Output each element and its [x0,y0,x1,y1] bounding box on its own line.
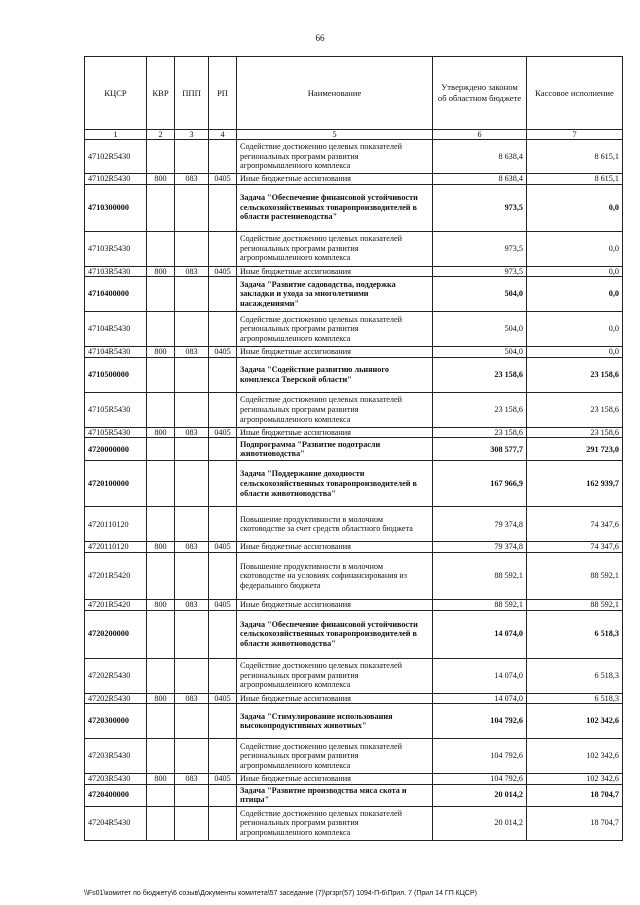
cell-executed: 0,0 [527,266,623,277]
cell-ppp: 083 [175,693,209,704]
cell-name: Задача "Развитие производства мяса скота и птицы" [237,784,433,806]
table-row [85,693,623,704]
cell-ppp: 083 [175,347,209,358]
cell-name: Содействие достижению целевых показателей региональных программ развития агропромышленного комплекса [237,140,433,174]
header-rp: РП [209,57,237,130]
header-approved: Утверждено законом об областном бюджете [433,57,527,130]
cell-ppp: 083 [175,542,209,553]
cell-kcsr: 47202R5430 [85,658,147,693]
cell-rp [209,231,237,266]
table-row [85,658,623,693]
cell-approved: 973,5 [433,266,527,277]
cell-kcsr: 47203R5430 [85,774,147,785]
cell-ppp [175,806,209,840]
cell-ppp [175,184,209,231]
cell-name: Задача "Содействие развитию льняного комплекса Тверской области" [237,357,433,392]
table-row [85,184,623,231]
cell-ppp [175,552,209,599]
table-row [85,784,623,806]
table-row [85,806,623,840]
cell-approved: 88 592,1 [433,599,527,610]
cell-name: Иные бюджетные ассигнования [237,266,433,277]
table-row [85,552,623,599]
cell-kcsr: 47201R5420 [85,599,147,610]
cell-kvr [147,704,175,739]
cell-kcsr: 4720400000 [85,784,147,806]
cell-kcsr: 47103R5430 [85,231,147,266]
header-kvr: КВР [147,57,175,130]
cell-kvr: 800 [147,427,175,438]
cell-approved: 20 014,2 [433,806,527,840]
cell-kcsr: 47204R5430 [85,806,147,840]
cell-approved: 14 074,0 [433,658,527,693]
cell-rp [209,658,237,693]
cell-approved: 8 638,4 [433,140,527,174]
cell-name: Содействие достижению целевых показателей региональных программ развития агропромышленного комплекса [237,658,433,693]
header-kcsr: КЦСР [85,57,147,130]
column-index: 3 [175,130,209,140]
cell-kvr: 800 [147,774,175,785]
cell-executed: 23 158,6 [527,392,623,427]
cell-kcsr: 47203R5430 [85,739,147,774]
cell-name: Повышение продуктивности в молочном скотоводстве за счет средств областного бюджета [237,507,433,542]
cell-kvr [147,784,175,806]
cell-approved: 79 374,8 [433,542,527,553]
cell-rp [209,277,237,312]
cell-executed: 0,0 [527,312,623,347]
cell-ppp [175,357,209,392]
cell-kvr [147,357,175,392]
table-row [85,610,623,658]
cell-rp: 0405 [209,599,237,610]
cell-approved: 104 792,6 [433,739,527,774]
cell-kcsr: 4710300000 [85,184,147,231]
table-row [85,774,623,785]
cell-executed: 6 518,3 [527,658,623,693]
cell-approved: 504,0 [433,312,527,347]
cell-kvr [147,806,175,840]
cell-rp [209,438,237,461]
cell-kvr: 800 [147,174,175,185]
cell-kvr [147,184,175,231]
header-row [85,57,623,130]
table-row [85,507,623,542]
cell-name: Иные бюджетные ассигнования [237,693,433,704]
header-ppp: ППП [175,57,209,130]
cell-kvr [147,552,175,599]
cell-name: Подпрограмма "Развитие подотрасли животноводства" [237,438,433,461]
cell-executed: 291 723,0 [527,438,623,461]
cell-approved: 88 592,1 [433,552,527,599]
column-index: 6 [433,130,527,140]
cell-rp [209,461,237,507]
cell-name: Содействие достижению целевых показателей региональных программ развития агропромышленного комплекса [237,392,433,427]
cell-executed: 18 704,7 [527,784,623,806]
cell-executed: 0,0 [527,277,623,312]
cell-name: Иные бюджетные ассигнования [237,542,433,553]
budget-table [84,56,623,841]
column-index: 7 [527,130,623,140]
table-row [85,438,623,461]
header-name: Наименование [237,57,433,130]
cell-kvr: 800 [147,266,175,277]
cell-kcsr: 47201R5420 [85,552,147,599]
column-index: 2 [147,130,175,140]
cell-kcsr: 4720000000 [85,438,147,461]
cell-kvr [147,312,175,347]
cell-ppp [175,392,209,427]
cell-executed: 23 158,6 [527,427,623,438]
cell-name: Задача "Обеспечение финансовой устойчивости сельскохозяйственных товаропроизводителей в области растениеводства" [237,184,433,231]
table-row [85,461,623,507]
cell-name: Иные бюджетные ассигнования [237,427,433,438]
cell-executed: 0,0 [527,347,623,358]
cell-ppp [175,140,209,174]
cell-ppp: 083 [175,174,209,185]
table-row [85,174,623,185]
cell-ppp [175,312,209,347]
cell-approved: 23 158,6 [433,392,527,427]
cell-kcsr: 4720300000 [85,704,147,739]
cell-kcsr: 47105R5430 [85,427,147,438]
cell-ppp [175,277,209,312]
cell-kvr: 800 [147,347,175,358]
cell-approved: 14 074,0 [433,610,527,658]
cell-ppp: 083 [175,599,209,610]
table-row [85,704,623,739]
cell-kvr [147,739,175,774]
cell-kcsr: 4720100000 [85,461,147,507]
cell-executed: 162 939,7 [527,461,623,507]
cell-ppp [175,704,209,739]
cell-name: Повышение продуктивности в молочном скотоводстве на условиях софинансирования из федерального бюджета [237,552,433,599]
cell-ppp [175,658,209,693]
cell-executed: 8 615,1 [527,140,623,174]
cell-name: Иные бюджетные ассигнования [237,599,433,610]
cell-rp [209,784,237,806]
cell-executed: 88 592,1 [527,552,623,599]
cell-name: Содействие достижению целевых показателей региональных программ развития агропромышленного комплекса [237,231,433,266]
cell-executed: 23 158,6 [527,357,623,392]
cell-kcsr: 4720110120 [85,507,147,542]
cell-name: Задача "Стимулирование использования высокопродуктивных животных" [237,704,433,739]
cell-executed: 6 518,3 [527,693,623,704]
cell-kvr [147,658,175,693]
cell-approved: 14 074,0 [433,693,527,704]
cell-ppp [175,610,209,658]
cell-kvr [147,461,175,507]
cell-kvr [147,140,175,174]
cell-approved: 79 374,8 [433,507,527,542]
table-row [85,542,623,553]
cell-kcsr: 47103R5430 [85,266,147,277]
cell-kcsr: 47104R5430 [85,347,147,358]
cell-rp: 0405 [209,542,237,553]
cell-kvr [147,438,175,461]
cell-executed: 6 518,3 [527,610,623,658]
file-path-footer: \\Fs01\комитет по бюджету\6 созыв\Документы комитета\57 заседание (7)\ргзрг(57) 1094-П-6\Прил. 7 (Прил 14 ГП КЦСР) [84,890,477,897]
cell-ppp [175,784,209,806]
cell-kvr [147,277,175,312]
cell-executed: 88 592,1 [527,599,623,610]
cell-kvr: 800 [147,693,175,704]
cell-rp [209,357,237,392]
table-row [85,266,623,277]
cell-approved: 308 577,7 [433,438,527,461]
column-index: 5 [237,130,433,140]
cell-rp: 0405 [209,427,237,438]
cell-executed: 74 347,6 [527,542,623,553]
cell-kvr [147,231,175,266]
cell-rp: 0405 [209,174,237,185]
cell-approved: 23 158,6 [433,427,527,438]
cell-kvr: 800 [147,542,175,553]
cell-approved: 504,0 [433,347,527,358]
cell-executed: 102 342,6 [527,739,623,774]
cell-name: Содействие достижению целевых показателей региональных программ развития агропромышленного комплекса [237,806,433,840]
cell-approved: 973,5 [433,184,527,231]
cell-ppp: 083 [175,427,209,438]
cell-ppp [175,461,209,507]
cell-kcsr: 4720110120 [85,542,147,553]
table-row [85,357,623,392]
cell-name: Задача "Развитие садоводства, поддержка закладки и ухода за многолетними насаждениями" [237,277,433,312]
cell-ppp [175,231,209,266]
cell-rp: 0405 [209,266,237,277]
table-row [85,312,623,347]
cell-executed: 18 704,7 [527,806,623,840]
cell-executed: 0,0 [527,184,623,231]
cell-approved: 20 014,2 [433,784,527,806]
cell-name: Иные бюджетные ассигнования [237,347,433,358]
cell-executed: 8 615,1 [527,174,623,185]
cell-rp [209,392,237,427]
cell-kcsr: 4710400000 [85,277,147,312]
cell-approved: 23 158,6 [433,357,527,392]
column-index: 1 [85,130,147,140]
column-index-row [85,130,623,140]
cell-ppp: 083 [175,266,209,277]
cell-rp [209,806,237,840]
cell-kcsr: 47104R5430 [85,312,147,347]
cell-ppp: 083 [175,774,209,785]
table-row [85,140,623,174]
cell-approved: 104 792,6 [433,774,527,785]
cell-kcsr: 47105R5430 [85,392,147,427]
cell-kcsr: 4710500000 [85,357,147,392]
cell-ppp [175,739,209,774]
cell-approved: 973,5 [433,231,527,266]
cell-approved: 504,0 [433,277,527,312]
cell-executed: 102 342,6 [527,774,623,785]
cell-approved: 104 792,6 [433,704,527,739]
cell-ppp [175,438,209,461]
table-row [85,347,623,358]
cell-rp: 0405 [209,347,237,358]
cell-kcsr: 47102R5430 [85,174,147,185]
table-row [85,392,623,427]
cell-kvr [147,392,175,427]
header-executed: Кассовое исполнение [527,57,623,130]
table-row [85,231,623,266]
cell-approved: 8 638,4 [433,174,527,185]
cell-name: Иные бюджетные ассигнования [237,774,433,785]
cell-kcsr: 4720200000 [85,610,147,658]
cell-rp [209,312,237,347]
cell-executed: 102 342,6 [527,704,623,739]
cell-name: Содействие достижению целевых показателей региональных программ развития агропромышленного комплекса [237,312,433,347]
cell-approved: 167 966,9 [433,461,527,507]
cell-kcsr: 47102R5430 [85,140,147,174]
cell-kcsr: 47202R5430 [85,693,147,704]
cell-rp [209,507,237,542]
cell-executed: 0,0 [527,231,623,266]
cell-rp [209,704,237,739]
cell-name: Содействие достижению целевых показателей региональных программ развития агропромышленного комплекса [237,739,433,774]
cell-rp [209,140,237,174]
cell-name: Задача "Поддержание доходности сельскохозяйственных товаропроизводителей в области животноводства" [237,461,433,507]
cell-executed: 74 347,6 [527,507,623,542]
cell-kvr [147,610,175,658]
cell-ppp [175,507,209,542]
table-row [85,739,623,774]
table-row [85,427,623,438]
page-number: 66 [315,33,325,43]
table-row [85,599,623,610]
cell-rp [209,184,237,231]
cell-rp [209,610,237,658]
column-index: 4 [209,130,237,140]
cell-rp: 0405 [209,693,237,704]
cell-name: Иные бюджетные ассигнования [237,174,433,185]
cell-rp [209,552,237,599]
table-row [85,277,623,312]
cell-kvr [147,507,175,542]
cell-kvr: 800 [147,599,175,610]
cell-name: Задача "Обеспечение финансовой устойчивости сельскохозяйственных товаропроизводителей в области животноводства" [237,610,433,658]
cell-rp [209,739,237,774]
cell-rp: 0405 [209,774,237,785]
